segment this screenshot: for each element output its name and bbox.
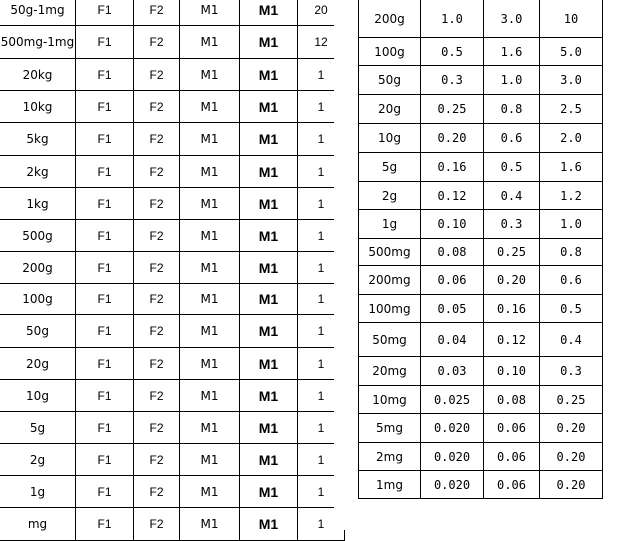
table-cell: M1 (180, 315, 240, 348)
table-row (0, 380, 345, 412)
table-cell: M1 (180, 380, 240, 412)
tolerance-value-cell: 5.0 (540, 38, 603, 66)
table-cell: M1 (180, 252, 240, 284)
weight-range-cell: 2g (0, 444, 76, 476)
tolerance-value-cell: 0.20 (540, 414, 603, 443)
table-cell: M1 (240, 412, 298, 444)
table-cell: F1 (76, 123, 134, 156)
table-row (0, 156, 345, 188)
nominal-mass-cell: 200g (359, 0, 421, 38)
table-cell: F1 (76, 444, 134, 476)
tolerance-value-cell: 0.04 (421, 323, 484, 357)
table-cell: F1 (76, 0, 134, 26)
table-cell: F1 (76, 91, 134, 123)
table-cell: M1 (240, 220, 298, 252)
nominal-mass-cell: 2mg (359, 443, 421, 471)
tolerance-value-cell: 0.06 (421, 266, 484, 295)
table-cell: M1 (180, 156, 240, 188)
table-cell: F2 (134, 412, 180, 444)
table-row (359, 471, 603, 499)
table-row (359, 357, 603, 386)
table-row (359, 295, 603, 323)
tolerance-value-cell: 0.025 (421, 386, 484, 414)
table-row (359, 210, 603, 239)
tolerance-value-cell: 1.0 (484, 66, 540, 95)
nominal-mass-cell: 100g (359, 38, 421, 66)
nominal-mass-cell: 10mg (359, 386, 421, 414)
table-cell: F1 (76, 59, 134, 91)
tolerance-value-cell: 1.2 (540, 182, 603, 210)
nominal-mass-cell: 1g (359, 210, 421, 239)
table-cell: F2 (134, 220, 180, 252)
table-cell: M1 (240, 123, 298, 156)
tolerance-value-cell: 0.20 (540, 443, 603, 471)
table-row (359, 124, 603, 153)
tolerance-value-cell: 0.020 (421, 443, 484, 471)
table-cell: F2 (134, 188, 180, 220)
nominal-mass-cell: 50mg (359, 323, 421, 357)
table-cell: F1 (76, 188, 134, 220)
nominal-mass-cell: 20mg (359, 357, 421, 386)
weight-range-cell: 1kg (0, 188, 76, 220)
table-cell: F2 (134, 380, 180, 412)
table-cell: M1 (240, 380, 298, 412)
table-cell: F2 (134, 156, 180, 188)
table-row (0, 91, 345, 123)
weight-range-cell: 500mg-1mg (0, 26, 76, 59)
table-cell: F2 (134, 508, 180, 541)
table-row (359, 0, 603, 38)
table-row (0, 444, 345, 476)
table-cell: M1 (240, 59, 298, 91)
weight-range-cell: 20g (0, 348, 76, 380)
table-cell: F2 (134, 348, 180, 380)
table-cell: M1 (180, 59, 240, 91)
tolerance-value-cell: 2.5 (540, 95, 603, 124)
table-cell: F1 (76, 26, 134, 59)
table-cell: 20 (298, 0, 345, 26)
tolerance-value-cell: 10 (540, 0, 603, 38)
table-cell: M1 (240, 508, 298, 541)
table-row (359, 38, 603, 66)
table-cell: 1 (298, 348, 345, 380)
weight-range-cell: 500g (0, 220, 76, 252)
table-row (359, 386, 603, 414)
table-row (0, 315, 345, 348)
weight-range-cell: 1g (0, 476, 76, 508)
weight-range-cell: 5g (0, 412, 76, 444)
table-cell: M1 (240, 444, 298, 476)
table-row (359, 153, 603, 182)
table-cell: F2 (134, 476, 180, 508)
table-row (0, 412, 345, 444)
weight-range-cell: 5kg (0, 123, 76, 156)
tolerance-value-cell: 0.12 (484, 323, 540, 357)
nominal-mass-cell: 200mg (359, 266, 421, 295)
table-cell: M1 (240, 0, 298, 26)
tolerance-value-cell: 0.6 (484, 124, 540, 153)
tolerance-value-cell: 0.020 (421, 471, 484, 499)
table-cell: 1 (298, 220, 345, 252)
tolerance-value-cell: 0.08 (484, 386, 540, 414)
weight-range-cell: 200g (0, 252, 76, 284)
tolerance-value-cell: 0.20 (484, 266, 540, 295)
nominal-mass-cell: 2g (359, 182, 421, 210)
table-row (0, 188, 345, 220)
table-cell: 1 (298, 91, 345, 123)
table-cell: F1 (76, 348, 134, 380)
tolerance-value-cell: 1.0 (540, 210, 603, 239)
table-cell: M1 (240, 252, 298, 284)
table-cell: 1 (298, 284, 345, 315)
table-row (359, 239, 603, 266)
table-cell: M1 (180, 444, 240, 476)
weight-range-cell: 50g (0, 315, 76, 348)
table-cell: 12 (298, 26, 345, 59)
table-cell: M1 (240, 156, 298, 188)
tolerance-value-cell: 2.0 (540, 124, 603, 153)
tolerance-value-cell: 0.12 (421, 182, 484, 210)
table-cell: 1 (298, 380, 345, 412)
table-cell: 1 (298, 508, 345, 541)
tolerance-value-cell: 0.16 (421, 153, 484, 182)
tolerance-value-cell: 0.06 (484, 471, 540, 499)
table-cell: F1 (76, 252, 134, 284)
nominal-mass-cell: 10g (359, 124, 421, 153)
tolerance-value-cell: 0.3 (540, 357, 603, 386)
tolerance-value-cell: 1.6 (540, 153, 603, 182)
table-cell: F1 (76, 380, 134, 412)
table-cell: F1 (76, 220, 134, 252)
tolerance-value-cell: 0.08 (421, 239, 484, 266)
tolerance-value-cell: 3.0 (540, 66, 603, 95)
table-row (0, 252, 345, 284)
table-row (0, 284, 345, 315)
nominal-mass-cell: 5g (359, 153, 421, 182)
tolerance-value-cell: 0.10 (484, 357, 540, 386)
table-cell: 1 (298, 59, 345, 91)
table-row (359, 266, 603, 295)
tolerance-value-cell: 0.6 (540, 266, 603, 295)
tolerance-value-cell: 3.0 (484, 0, 540, 38)
tolerance-value-cell: 0.03 (421, 357, 484, 386)
table-cell: M1 (180, 220, 240, 252)
tolerance-value-cell: 0.020 (421, 414, 484, 443)
table-cell: M1 (180, 26, 240, 59)
table-row (0, 348, 345, 380)
table-cell: M1 (240, 476, 298, 508)
tolerance-value-cell: 1.6 (484, 38, 540, 66)
tolerance-value-cell: 0.5 (421, 38, 484, 66)
table-cell: 1 (298, 252, 345, 284)
tolerance-value-cell: 0.25 (484, 239, 540, 266)
table-cell: F1 (76, 284, 134, 315)
tolerance-value-cell: 0.3 (421, 66, 484, 95)
table-cell: F1 (76, 508, 134, 541)
tolerance-value-cell: 0.5 (484, 153, 540, 182)
table-cell: F1 (76, 412, 134, 444)
table-row (0, 123, 345, 156)
weight-range-cell: 20kg (0, 59, 76, 91)
weight-range-cell: 50g-1mg (0, 0, 76, 26)
table-cell: M1 (180, 476, 240, 508)
nominal-mass-cell: 20g (359, 95, 421, 124)
table-cell: 1 (298, 412, 345, 444)
table-cell: M1 (180, 188, 240, 220)
table-cell: M1 (180, 123, 240, 156)
table-cell: M1 (240, 26, 298, 59)
table-row (359, 66, 603, 95)
weight-range-cell: 10g (0, 380, 76, 412)
nominal-mass-cell: 500mg (359, 239, 421, 266)
table-cell: 1 (298, 444, 345, 476)
nominal-mass-cell: 100mg (359, 295, 421, 323)
table-row (359, 323, 603, 357)
table-row (0, 26, 345, 59)
table-cell: M1 (180, 412, 240, 444)
tolerance-value-cell: 0.8 (540, 239, 603, 266)
table-cell: M1 (240, 348, 298, 380)
tolerance-value-cell: 0.05 (421, 295, 484, 323)
tolerance-value-cell: 0.06 (484, 443, 540, 471)
nominal-mass-cell: 1mg (359, 471, 421, 499)
table-row (359, 443, 603, 471)
table-cell: F2 (134, 59, 180, 91)
weight-range-cell: mg (0, 508, 76, 541)
table-cell: M1 (180, 284, 240, 315)
tolerance-value-cell: 0.4 (540, 323, 603, 357)
table-row (0, 0, 345, 26)
table-cell: 1 (298, 123, 345, 156)
tolerance-value-cell: 0.5 (540, 295, 603, 323)
tolerance-value-cell: 0.3 (484, 210, 540, 239)
tolerance-value-cell: 0.8 (484, 95, 540, 124)
tolerance-table (358, 0, 603, 499)
tolerance-value-cell: 0.20 (421, 124, 484, 153)
weight-range-cell: 10kg (0, 91, 76, 123)
table-cell: F2 (134, 91, 180, 123)
table-row (359, 414, 603, 443)
table-cell: M1 (180, 508, 240, 541)
table-cell: F2 (134, 123, 180, 156)
table-cell: M1 (240, 315, 298, 348)
page-gutter (334, 0, 354, 530)
tolerance-value-cell: 0.16 (484, 295, 540, 323)
table-cell: 1 (298, 156, 345, 188)
tolerance-value-cell: 0.25 (540, 386, 603, 414)
tolerance-value-cell: 1.0 (421, 0, 484, 38)
table-cell: M1 (180, 91, 240, 123)
table-cell: M1 (240, 188, 298, 220)
table-row (0, 476, 345, 508)
table-row (0, 508, 345, 541)
table-row (0, 59, 345, 91)
table-cell: F1 (76, 156, 134, 188)
table-cell: F2 (134, 26, 180, 59)
table-cell: F2 (134, 444, 180, 476)
table-cell: 1 (298, 476, 345, 508)
tolerance-value-cell: 0.10 (421, 210, 484, 239)
table-cell: F2 (134, 0, 180, 26)
table-cell: F1 (76, 476, 134, 508)
table-cell: M1 (240, 284, 298, 315)
tolerance-value-cell: 0.20 (540, 471, 603, 499)
table-row (359, 182, 603, 210)
table-cell: F2 (134, 252, 180, 284)
table-row (359, 95, 603, 124)
tolerance-value-cell: 0.06 (484, 414, 540, 443)
tolerance-value-cell: 0.25 (421, 95, 484, 124)
tolerance-value-cell: 0.4 (484, 182, 540, 210)
table-cell: M1 (180, 348, 240, 380)
table-cell: F2 (134, 284, 180, 315)
table-row (0, 220, 345, 252)
table-cell: 1 (298, 188, 345, 220)
table-cell: M1 (180, 0, 240, 26)
nominal-mass-cell: 50g (359, 66, 421, 95)
table-cell: 1 (298, 315, 345, 348)
weight-range-cell: 2kg (0, 156, 76, 188)
table-cell: F2 (134, 315, 180, 348)
table-cell: F1 (76, 315, 134, 348)
table-cell: M1 (240, 91, 298, 123)
weight-range-cell: 100g (0, 284, 76, 315)
nominal-mass-cell: 5mg (359, 414, 421, 443)
